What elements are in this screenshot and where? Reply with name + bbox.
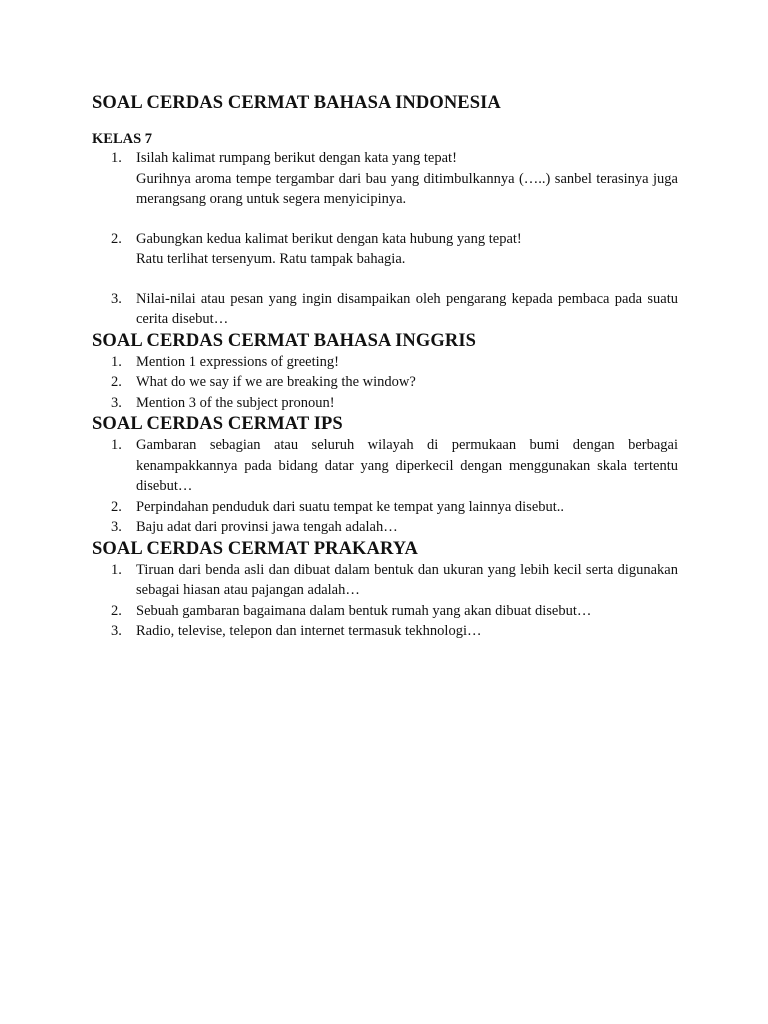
question-number: 2.: [111, 230, 122, 247]
question-prompt: Gabungkan kedua kalimat berikut dengan kata hubung yang tepat!: [136, 230, 522, 247]
question-list-bahasa-indonesia: [92, 148, 678, 330]
section-title-bahasa-inggris: SOAL CERDAS CERMAT BAHASA INGGRIS: [92, 330, 477, 351]
question-number: 1.: [111, 150, 122, 166]
question-number: 2.: [111, 602, 122, 619]
section-title-ips: SOAL CERDAS CERMAT IPS: [92, 414, 343, 434]
question-number: 2.: [111, 374, 122, 390]
question-item: [92, 497, 678, 518]
question-item: [92, 148, 678, 210]
question-text: Gambaran sebagian atau seluruh wilayah di permukaan bumi dengan berbagai kenampakkannya pada bidang datar yang diperkecil dengan menggunakan skala tertentu disebut…: [136, 437, 678, 494]
question-item: [92, 517, 678, 538]
question-number: 3.: [111, 394, 122, 411]
question-number: 1.: [111, 353, 122, 370]
question-list-ips: [92, 435, 678, 538]
question-body: Gurihnya aroma tempe tergambar dari bau yang ditimbulkannya (…..) sanbel terasinya juga merangsang orang untuk segera menyicipinya.: [136, 170, 678, 207]
question-item: [92, 372, 678, 393]
question-text: Perpindahan penduduk dari suatu tempat ke tempat yang lainnya disebut..: [136, 498, 565, 515]
question-text: Nilai-nilai atau pesan yang ingin disampaikan oleh pengarang kepada pembaca pada suatu cerita disebut…: [136, 290, 678, 327]
question-item: [92, 560, 678, 601]
document-content: [92, 92, 678, 642]
question-number: 3.: [111, 290, 122, 307]
section-title-prakarya: SOAL CERDAS CERMAT PRAKARYA: [92, 538, 419, 559]
question-list-bahasa-inggris: [92, 352, 678, 414]
class-label: KELAS 7: [92, 131, 153, 147]
question-number: 3.: [111, 519, 122, 535]
section-title-bahasa-indonesia: SOAL CERDAS CERMAT BAHASA INDONESIA: [92, 93, 501, 113]
question-number: 2.: [111, 498, 122, 515]
question-item: [92, 229, 678, 270]
question-text: Mention 1 expressions of greeting!: [136, 353, 339, 370]
question-text: What do we say if we are breaking the window?: [136, 374, 416, 390]
question-text: Sebuah gambaran bagaimana dalam bentuk rumah yang akan dibuat disebut…: [136, 602, 592, 619]
question-body: Ratu terlihat tersenyum. Ratu tampak bahagia.: [136, 251, 406, 267]
question-text: Baju adat dari provinsi jawa tengah adalah…: [136, 519, 398, 535]
question-item: [92, 621, 678, 642]
question-item: [92, 435, 678, 497]
question-item: [92, 352, 678, 373]
question-item: [92, 289, 678, 330]
question-item: [92, 601, 678, 622]
question-list-prakarya: [92, 560, 678, 642]
question-number: 1.: [111, 561, 122, 578]
question-number: 1.: [111, 437, 122, 453]
question-prompt: Isilah kalimat rumpang berikut dengan kata yang tepat!: [136, 150, 457, 166]
question-item: [92, 393, 678, 414]
question-text: Mention 3 of the subject pronoun!: [136, 394, 335, 411]
question-text: Radio, televise, telepon dan internet termasuk tekhnologi…: [136, 623, 482, 639]
question-number: 3.: [111, 623, 122, 639]
question-text: Tiruan dari benda asli dan dibuat dalam bentuk dan ukuran yang lebih kecil serta digunakan sebagai hiasan atau pajangan adalah…: [136, 561, 678, 598]
